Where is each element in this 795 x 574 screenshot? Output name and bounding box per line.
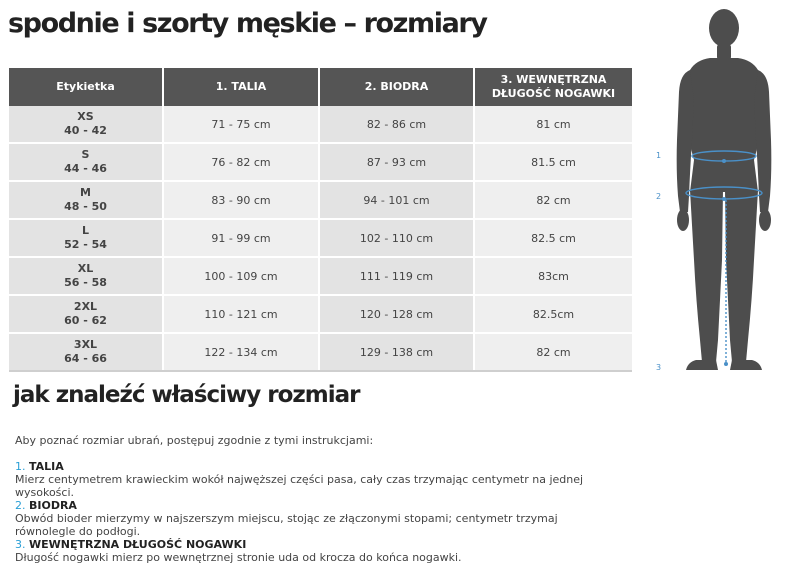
size-chart-table bbox=[9, 68, 632, 372]
inseam-cell: 82.5 cm bbox=[474, 219, 632, 257]
figure-label-waist: 1 bbox=[656, 151, 662, 160]
size-name: XS bbox=[77, 110, 94, 123]
header-label: Etykietka bbox=[9, 68, 163, 106]
hips-cell: 111 - 119 cm bbox=[319, 257, 474, 295]
hips-cell: 102 - 110 cm bbox=[319, 219, 474, 257]
size-range: 56 - 58 bbox=[64, 276, 107, 289]
guide-steps bbox=[15, 460, 615, 564]
size-label-cell bbox=[9, 257, 163, 295]
waist-cell: 91 - 99 cm bbox=[163, 219, 319, 257]
guide-intro: Aby poznać rozmiar ubrań, postępuj zgodnie z tymi instrukcjami: bbox=[15, 434, 374, 447]
figure-label-hips: 2 bbox=[656, 192, 662, 201]
waist-cell: 110 - 121 cm bbox=[163, 295, 319, 333]
size-range: 60 - 62 bbox=[64, 314, 107, 327]
step-heading: TALIA bbox=[29, 460, 64, 473]
guide-step bbox=[15, 538, 615, 564]
table-row bbox=[9, 219, 632, 257]
body-silhouette-figure bbox=[650, 0, 790, 380]
table-header-row bbox=[9, 68, 632, 106]
size-label-cell bbox=[9, 181, 163, 219]
figure-label-inseam: 3 bbox=[656, 363, 662, 372]
waist-cell: 100 - 109 cm bbox=[163, 257, 319, 295]
guide-step bbox=[15, 460, 615, 499]
hips-cell: 129 - 138 cm bbox=[319, 333, 474, 371]
table-row bbox=[9, 143, 632, 181]
step-text: Mierz centymetrem krawieckim wokół najwęższej części pasa, cały czas trzymając centymetr na jednej wysokości. bbox=[15, 473, 584, 499]
inseam-cell: 81 cm bbox=[474, 106, 632, 143]
waist-cell: 71 - 75 cm bbox=[163, 106, 319, 143]
size-label-cell bbox=[9, 295, 163, 333]
inseam-cell: 82.5cm bbox=[474, 295, 632, 333]
inseam-cell: 82 cm bbox=[474, 333, 632, 371]
inseam-cell: 83cm bbox=[474, 257, 632, 295]
step-number: 3. bbox=[15, 538, 26, 551]
waist-cell: 76 - 82 cm bbox=[163, 143, 319, 181]
header-waist: 1. TALIA bbox=[163, 68, 319, 106]
size-name: 3XL bbox=[73, 338, 98, 351]
hips-cell: 87 - 93 cm bbox=[319, 143, 474, 181]
header-inseam: 3. WEWNĘTRZNA DŁUGOŚĆ NOGAWKI bbox=[474, 68, 632, 106]
size-range: 44 - 46 bbox=[64, 162, 107, 175]
step-number: 2. bbox=[15, 499, 26, 512]
size-range: 48 - 50 bbox=[64, 200, 107, 213]
size-label-cell bbox=[9, 143, 163, 181]
step-number: 1. bbox=[15, 460, 26, 473]
size-label-cell bbox=[9, 106, 163, 143]
guide-title: jak znaleźć właściwy rozmiar bbox=[13, 382, 360, 408]
waist-cell: 83 - 90 cm bbox=[163, 181, 319, 219]
step-heading: WEWNĘTRZNA DŁUGOŚĆ NOGAWKI bbox=[29, 538, 247, 551]
hips-cell: 94 - 101 cm bbox=[319, 181, 474, 219]
size-name: L bbox=[81, 224, 89, 237]
step-text: Długość nogawki mierz po wewnętrznej stronie uda od krocza do końca nogawki. bbox=[15, 551, 462, 564]
size-range: 64 - 66 bbox=[64, 352, 107, 365]
table-row bbox=[9, 106, 632, 143]
waist-cell: 122 - 134 cm bbox=[163, 333, 319, 371]
step-text: Obwód bioder mierzymy w najszerszym miejscu, stojąc ze złączonymi stopami; centymetr trzymaj równolegle do podłogi. bbox=[15, 512, 558, 538]
guide-step bbox=[15, 499, 615, 538]
hips-cell: 120 - 128 cm bbox=[319, 295, 474, 333]
size-name: M bbox=[80, 186, 91, 199]
size-name: XL bbox=[77, 262, 94, 275]
step-heading: BIODRA bbox=[29, 499, 77, 512]
hips-cell: 82 - 86 cm bbox=[319, 106, 474, 143]
size-label-cell bbox=[9, 333, 163, 371]
table-row bbox=[9, 257, 632, 295]
size-range: 40 - 42 bbox=[64, 124, 107, 137]
page-title: spodnie i szorty męskie – rozmiary bbox=[8, 8, 487, 39]
table-row bbox=[9, 295, 632, 333]
table-row bbox=[9, 181, 632, 219]
inseam-cell: 82 cm bbox=[474, 181, 632, 219]
header-hips: 2. BIODRA bbox=[319, 68, 474, 106]
size-name: S bbox=[81, 148, 90, 161]
body-silhouette-icon bbox=[650, 0, 790, 380]
size-name: 2XL bbox=[73, 300, 98, 313]
size-range: 52 - 54 bbox=[64, 238, 107, 251]
inseam-cell: 81.5 cm bbox=[474, 143, 632, 181]
size-label-cell bbox=[9, 219, 163, 257]
table-row bbox=[9, 333, 632, 371]
